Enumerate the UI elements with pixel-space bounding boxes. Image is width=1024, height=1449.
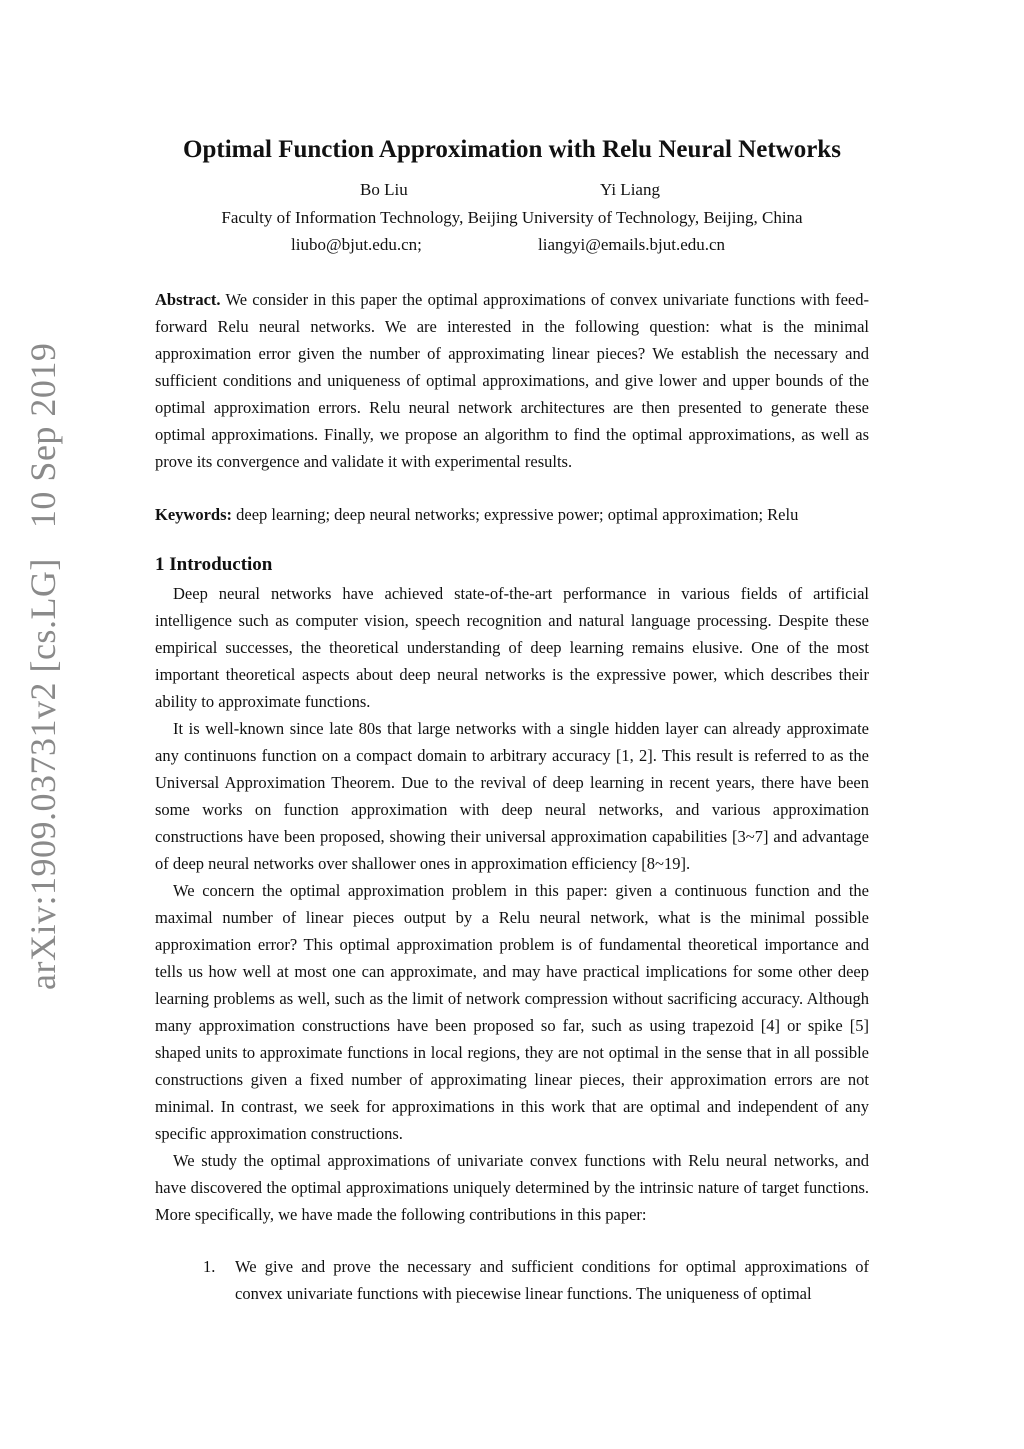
introduction-body [155,580,869,1228]
author-email: liubo@bjut.edu.cn; [291,235,422,254]
author-affiliation: Faculty of Information Technology, Beijing University of Technology, Beijing, China [221,208,803,227]
paragraph: It is well-known since late 80s that large networks with a single hidden layer can already approximate any continuons function on a compact domain to arbitrary accuracy [1, 2]. This result is referred to as the Universal Approximation Theorem. Due to the revival of deep learning in recent years, there have been some works on function approximation with deep neural networks, and various approximation constructions have been proposed, showing their universal approximation capabilities [3~7] and advantage of deep neural networks over shallower ones in approximation efficiency [8~19]. [155,719,869,873]
author-email: liangyi@emails.bjut.edu.cn [538,235,726,254]
abstract [155,286,869,475]
arxiv-id: arXiv:1909.03731v2 [cs.LG] [23,558,63,990]
list-item-text: We give and prove the necessary and sufficient conditions for optimal approximations of convex univariate functions with piecewise linear functions. The uniqueness of optimal [235,1257,869,1303]
paragraph: We study the optimal approximations of univariate convex functions with Relu neural networks, and have discovered the optimal approximations uniquely determined by the intrinsic nature of target functions. More specifically, we have made the following contributions in this paper: [155,1151,869,1224]
abstract-label: Abstract. [155,290,221,309]
keywords-label: Keywords: [155,505,232,524]
contribution-list-item [155,1253,869,1307]
keywords [155,501,869,528]
paragraph: Deep neural networks have achieved state-of-the-art performance in various fields of artificial intelligence such as computer vision, speech recognition and natural language processing. Despite these empirical successes, the theoretical understanding of deep learning remains elusive. One of the most important theoretical aspects about deep neural networks is the expressive power, which describes their ability to approximate functions. [155,584,869,711]
list-item-number: 1. [203,1257,216,1276]
abstract-text: We consider in this paper the optimal approximations of convex univariate functions with feed-forward Relu neural networks. We are interested in the following question: what is the minimal approximation error given the number of approximating linear pieces? We establish the necessary and sufficient conditions and uniqueness of optimal approximations, and give lower and upper bounds of the optimal approximation errors. Relu neural network architectures are then presented to generate these optimal approximations. Finally, we propose an algorithm to find the optimal approximations, as well as prove its convergence and validate it with experimental results. [155,290,869,471]
author-name: Bo Liu [360,180,408,199]
section-heading-introduction: 1 Introduction [155,554,273,575]
paper-title: Optimal Function Approximation with Relu Neural Networks [183,136,841,163]
paragraph: We concern the optimal approximation problem in this paper: given a continuous function and the maximal number of linear pieces output by a Relu neural network, what is the minimal possible approximation error? This optimal approximation problem is of fundamental theoretical importance and tells us how well at most one can approximate, and may have practical implications for some other deep learning problems as well, such as the limit of network compression without sacrificing accuracy. Although many approximation constructions have been proposed so far, such as using trapezoid [4] or spike [5] shaped units to approximate functions in local regions, they are not optimal in the sense that in all possible constructions given a fixed number of approximating linear pieces, their approximation errors are not minimal. In contrast, we seek for approximations in this work that are optimal and independent of any specific approximation constructions. [155,881,869,1143]
keywords-text: deep learning; deep neural networks; expressive power; optimal approximation; Relu [236,505,799,524]
arxiv-date: 10 Sep 2019 [23,342,63,529]
author-name: Yi Liang [600,180,660,199]
arxiv-identifier-stamp [22,343,64,990]
